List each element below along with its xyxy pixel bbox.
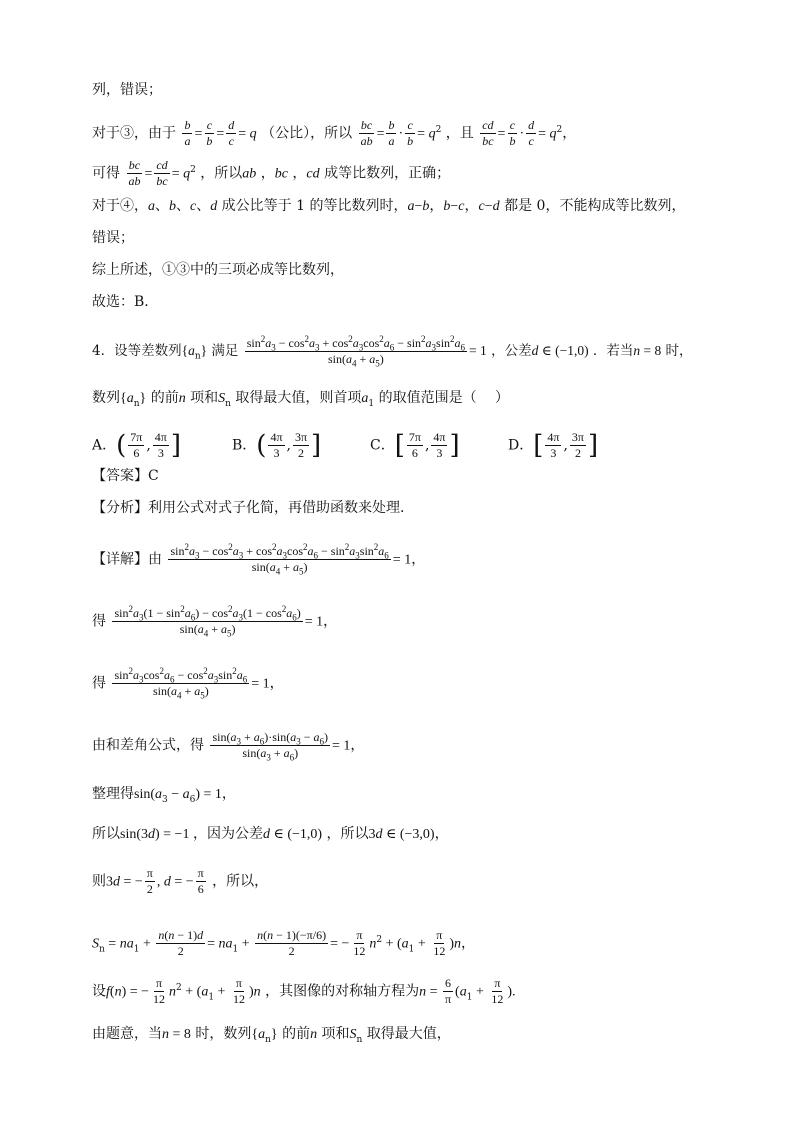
fraction: $\frac{\pi}{6}$ bbox=[197, 866, 204, 896]
option-a[interactable]: A．( $\frac{7\pi}{6}$ , $\frac{4\pi}{3}$ ] bbox=[92, 430, 182, 461]
text-span: ，公差 bbox=[491, 343, 532, 359]
text-span: 由和差角公式，得 bbox=[92, 737, 204, 754]
text-span: 的取值范围是（ ） bbox=[378, 390, 510, 406]
text-span: 成公比等于 1 的等比数列时， bbox=[221, 198, 408, 214]
answer-value: C bbox=[148, 468, 159, 484]
derivation-line: 整理得$\sin(a_3 - a_6) = 1$， bbox=[92, 786, 236, 805]
fraction: $\frac{\sin^2a_3 - \cos^2a_3 + \cos^2a_3\cos^2a_6 - \sin^2a_3\sin^2a_6}{\sin(a_4 + a_5)}$ bbox=[246, 334, 466, 369]
text-line: 对于④，a、b、c、d 成公比等于 1 的等比数列时，a−b，b−c，c−d 都是 0，不能构成等比数列， bbox=[92, 198, 686, 214]
fraction: $\frac{\pi}{12}$ bbox=[491, 976, 504, 1006]
fraction: $\frac{\sin^2a_3(1 - \sin^2a_6) - \cos^2a_3(1 - \cos^2a_6)}{\sin(a_4 + a_5)}$ bbox=[114, 604, 301, 639]
text-span: ， bbox=[292, 165, 307, 182]
option-b[interactable]: B．( $\frac{4\pi}{3}$ , $\frac{3\pi}{2}$ ] bbox=[232, 430, 322, 461]
fraction: $\frac{\pi}{12}$ bbox=[433, 928, 446, 958]
fraction: $\frac{\sin^2a_3\cos^2a_6 - \cos^2a_3\sin^2a_6}{\sin(a_4 + a_5)}$ bbox=[114, 666, 248, 701]
text-span: 对于④， bbox=[92, 198, 148, 214]
fraction: $\frac{\pi}{12}$ bbox=[353, 928, 366, 958]
text-span: 的前 bbox=[282, 1026, 311, 1042]
detail-line: 【详解】由 $\frac{\sin^2a_3 - \cos^2a_3 + \cos^2a_3\cos^2a_6 - \sin^2a_3\sin^2a_6}{\sin(a_4 + a_5)}$ = 1， bbox=[92, 542, 426, 577]
text-span: ．若当 bbox=[592, 343, 634, 359]
text-span: 由 bbox=[148, 551, 162, 568]
text-span: 设 bbox=[92, 983, 106, 1000]
text-span: 时，数列 bbox=[195, 1026, 252, 1042]
text-span: ，所以 bbox=[200, 165, 243, 182]
text-line: 对于③，由于 $\frac{b}{a}$ = $\frac{c}{b}$ = $\frac{d}{c}$ = q （公比），所以 $\frac{bc}{ab}$ = $\frac{b}{a}$ · $\frac{c}{b}$ = $q^2$ ，且 $\frac{cd}{bc}$ = $\frac{c}{b}$ · $\frac{d}{c}$ = $q^2$， bbox=[92, 118, 577, 148]
fraction: $\frac{7\pi}{6}$ bbox=[130, 430, 143, 460]
text-span: ， bbox=[260, 165, 275, 182]
text-span: 取得最大值，则首项 bbox=[235, 390, 362, 406]
fraction: $\frac{4\pi}{3}$ bbox=[547, 430, 560, 460]
option-label: A． bbox=[92, 437, 117, 454]
text-line bbox=[92, 292, 149, 312]
analysis-tag: 【分析】 bbox=[92, 500, 148, 516]
text-span: （公比），所以 bbox=[261, 125, 353, 142]
text-span: ，且 bbox=[445, 125, 474, 142]
text-span: 得 bbox=[92, 675, 106, 692]
text-span: 项和 bbox=[190, 390, 219, 406]
text-span: 所以 bbox=[92, 826, 120, 842]
fraction: $\frac{bc}{ab}$ bbox=[128, 158, 141, 188]
fraction: $\frac{\sin^2a_3 - \cos^2a_3 + \cos^2a_3\cos^2a_6 - \sin^2a_3\sin^2a_6}{\sin(a_4 + a_5)}$ bbox=[170, 542, 389, 577]
fraction: $\frac{n(n - 1)(-\pi/6)}{2}$ bbox=[257, 928, 327, 958]
fraction: $\frac{b}{a}$ bbox=[388, 118, 395, 148]
option-label: B． bbox=[232, 437, 257, 454]
text-span: 的前 bbox=[150, 390, 179, 406]
text-span: 4．设等差数列 bbox=[92, 343, 182, 359]
text-line: 可得 $\frac{bc}{ab}$ = $\frac{cd}{bc}$ = $q^2$ ，所以ab ，bc ，cd 成等比数列，正确； bbox=[92, 158, 451, 188]
fraction: $\frac{d}{c}$ bbox=[228, 118, 235, 148]
sum-formula-line: $S_n = na_1$ + $\frac{n(n - 1)d}{2}$ = $na_1$ + $\frac{n(n - 1)(-\pi/6)}{2}$ = − $\frac{\pi}{12}$ $n^2 + (a_1$ + $\frac{\pi}{12}$ )n， bbox=[92, 928, 475, 958]
fraction: $\frac{bc}{ab}$ bbox=[360, 118, 373, 148]
fraction: $\frac{d}{c}$ bbox=[528, 118, 535, 148]
fraction: $\frac{n(n - 1)d}{2}$ bbox=[158, 928, 204, 958]
option-d[interactable]: D．[ $\frac{4\pi}{3}$ , $\frac{3\pi}{2}$ ] bbox=[508, 430, 599, 461]
option-label: D． bbox=[508, 437, 534, 454]
text-span: 则 bbox=[92, 873, 106, 890]
answer-tag: 【答案】 bbox=[92, 468, 148, 484]
text-span: 综上所述，①③中的三项必成等比数列， bbox=[92, 262, 344, 278]
option-label: C． bbox=[370, 437, 395, 454]
text-span: 对于③，由于 bbox=[92, 125, 176, 142]
text-span: ，因为公差 bbox=[192, 826, 263, 842]
text-span: 由题意，当 bbox=[92, 1026, 162, 1042]
detail-tag: 【详解】 bbox=[92, 551, 148, 568]
text-span: 时， bbox=[665, 343, 693, 359]
fraction: $\frac{c}{b}$ bbox=[206, 118, 213, 148]
text-span: 列，错误； bbox=[92, 82, 162, 98]
analysis-line bbox=[92, 498, 404, 518]
fraction: $\frac{c}{b}$ bbox=[407, 118, 414, 148]
fraction: $\frac{c}{b}$ bbox=[509, 118, 516, 148]
analysis-text: 利用公式对式子化简，再借助函数来处理. bbox=[148, 500, 405, 516]
fraction: $\frac{4\pi}{3}$ bbox=[270, 430, 283, 460]
fraction: $\frac{7\pi}{6}$ bbox=[408, 430, 421, 460]
question-4: 4．设等差数列$\{a_n\}$ 满足 $\frac{\sin^2a_3 - \cos^2a_3 + \cos^2a_3\cos^2a_6 - \sin^2a_3\sin^2a_6}{\sin(a_4 + a_5)}$ = 1 ，公差d ∈ (−1,0) ．若当n = 8 时， bbox=[92, 334, 693, 369]
fraction: $\frac{4\pi}{3}$ bbox=[154, 430, 167, 460]
fraction: $\frac{\sin(a_3 + a_6)\cdot\sin(a_3 - a_6)}{\sin(a_3 + a_6)}$ bbox=[212, 730, 329, 763]
derivation-line: 由和差角公式，得 $\frac{\sin(a_3 + a_6)\cdot\sin(a_3 - a_6)}{\sin(a_3 + a_6)}$ = 1， bbox=[92, 730, 365, 763]
text-line bbox=[92, 80, 162, 100]
fraction: $\frac{cd}{bc}$ bbox=[482, 118, 494, 148]
text-line bbox=[92, 228, 134, 248]
text-span: ，所以 bbox=[326, 826, 369, 842]
answer-line bbox=[92, 466, 159, 486]
fraction: $\frac{\pi}{12}$ bbox=[232, 976, 245, 1006]
text-span: 可得 bbox=[92, 165, 120, 182]
question-4-line-2: 数列$\{a_n\}$ 的前n 项和$S_n$ 取得最大值，则首项$a_1$ 的取值范围是（ ） bbox=[92, 390, 510, 409]
option-c[interactable]: C．[ $\frac{7\pi}{6}$ , $\frac{4\pi}{3}$ ] bbox=[370, 430, 460, 461]
text-span: 满足 bbox=[211, 343, 239, 359]
text-span: 项和 bbox=[321, 1026, 350, 1042]
text-span: 得 bbox=[92, 613, 106, 630]
derivation-line: 得 $\frac{\sin^2a_3(1 - \sin^2a_6) - \cos^2a_3(1 - \cos^2a_6)}{\sin(a_4 + a_5)}$ = 1， bbox=[92, 604, 338, 639]
text-span: 故选：B. bbox=[92, 294, 149, 310]
text-line bbox=[92, 260, 344, 280]
derivation-line: 则3d = − $\frac{\pi}{2}$ , d = − $\frac{\pi}{6}$ ，所以， bbox=[92, 866, 269, 896]
fraction: $\frac{cd}{bc}$ bbox=[156, 158, 168, 188]
fraction: $\frac{\pi}{12}$ bbox=[153, 976, 166, 1006]
fraction: $\frac{4\pi}{3}$ bbox=[433, 430, 446, 460]
text-span: ，其图像的对称轴方程为 bbox=[265, 983, 420, 1000]
derivation-line: 得 $\frac{\sin^2a_3\cos^2a_6 - \cos^2a_3\sin^2a_6}{\sin(a_4 + a_5)}$ = 1， bbox=[92, 666, 284, 701]
fraction: $\frac{3\pi}{2}$ bbox=[571, 430, 584, 460]
text-span: 取得最大值， bbox=[366, 1026, 451, 1042]
fraction: $\frac{b}{a}$ bbox=[184, 118, 191, 148]
fraction: $\frac{\pi}{2}$ bbox=[146, 866, 153, 896]
fraction: $\frac{3\pi}{2}$ bbox=[294, 430, 308, 460]
derivation-line: 所以sin(3d) = −1 ，因为公差d ∈ (−1,0) ，所以3d ∈ (−3,0)， bbox=[92, 826, 449, 842]
derivation-line: 由题意，当n = 8 时，数列$\{a_n\}$ 的前n 项和$S_n$ 取得最大值， bbox=[92, 1026, 451, 1045]
text-span: 整理得 bbox=[92, 786, 134, 802]
text-span: ，所以， bbox=[212, 873, 269, 890]
function-line: 设f(n) = − $\frac{\pi}{12}$ $n^2 + (a_1$ + $\frac{\pi}{12}$ )n ，其图像的对称轴方程为n = $\frac{6}{\pi}$ ($a_1$ + $\frac{\pi}{12}$ ). bbox=[92, 976, 516, 1006]
text-span: 数列 bbox=[92, 390, 120, 406]
text-span: 错误； bbox=[92, 230, 134, 246]
text-span: 成等比数列，正确； bbox=[324, 165, 451, 182]
fraction: $\frac{6}{\pi}$ bbox=[444, 976, 452, 1006]
text-span: 都是 0，不能构成等比数列， bbox=[504, 198, 686, 214]
